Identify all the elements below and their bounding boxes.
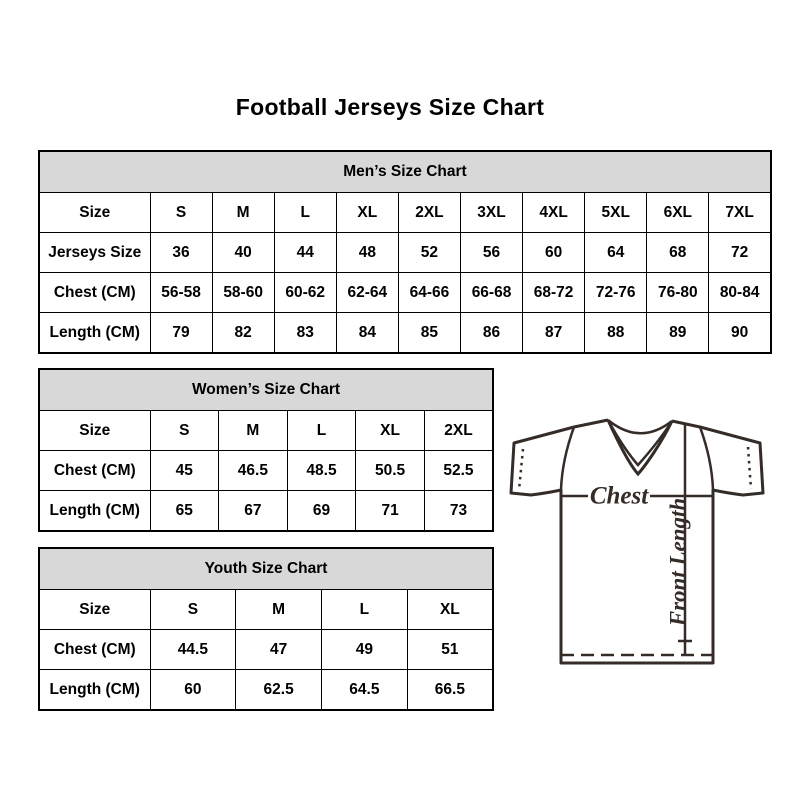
cell: 88 [585, 313, 647, 354]
womens-size-chart-table [38, 368, 494, 532]
cell: 73 [424, 491, 493, 532]
cell: 3XL [460, 193, 522, 233]
cell: XL [356, 411, 425, 451]
cell: 82 [212, 313, 274, 354]
chest-label: Chest [589, 482, 649, 510]
cell: 65 [150, 491, 219, 532]
jersey-outline [511, 420, 763, 663]
cell: XL [336, 193, 398, 233]
cell: 62.5 [236, 670, 322, 711]
cell: 76-80 [647, 273, 709, 313]
page-title: Football Jerseys Size Chart [235, 94, 545, 120]
cell: L [287, 411, 356, 451]
table-header-row [39, 548, 493, 590]
table-row [39, 193, 771, 233]
cell: 51 [407, 630, 493, 670]
table-row [39, 630, 493, 670]
cell: 47 [236, 630, 322, 670]
left-cuff-stitch-line [519, 449, 523, 490]
mens-chart-title: Men’s Size Chart [39, 151, 771, 193]
cell: 58-60 [212, 273, 274, 313]
jersey-measurement-diagram [502, 412, 772, 670]
cell: 67 [219, 491, 288, 532]
cell: M [212, 193, 274, 233]
cell: 5XL [585, 193, 647, 233]
cell: 36 [150, 233, 212, 273]
cell: 87 [523, 313, 585, 354]
cell: 64 [585, 233, 647, 273]
cell: 48 [336, 233, 398, 273]
jersey-diagram-svg [502, 412, 772, 670]
cell: 84 [336, 313, 398, 354]
table-row [39, 233, 771, 273]
table-row [39, 411, 493, 451]
right-sleeve-seam [700, 427, 713, 490]
right-cuff-stitch-line [748, 447, 751, 489]
table-row [39, 670, 493, 711]
cell: 66-68 [460, 273, 522, 313]
row-label: Chest (CM) [39, 451, 150, 491]
row-label: Jerseys Size [39, 233, 150, 273]
cell: 2XL [398, 193, 460, 233]
youth-chart-title: Youth Size Chart [39, 548, 493, 590]
cell: 50.5 [356, 451, 425, 491]
cell: 44 [274, 233, 336, 273]
cell: 56 [460, 233, 522, 273]
left-sleeve-seam [561, 427, 574, 490]
row-label: Length (CM) [39, 491, 150, 532]
cell: M [236, 590, 322, 630]
cell: 60 [523, 233, 585, 273]
table-row [39, 590, 493, 630]
cell: 90 [709, 313, 771, 354]
cell: 60 [150, 670, 236, 711]
cell: 86 [460, 313, 522, 354]
cell: 64-66 [398, 273, 460, 313]
cell: 52.5 [424, 451, 493, 491]
cell: S [150, 193, 212, 233]
cell: M [219, 411, 288, 451]
cell: 6XL [647, 193, 709, 233]
cell: 64.5 [322, 670, 408, 711]
cell: 45 [150, 451, 219, 491]
table-row [39, 273, 771, 313]
cell: 4XL [523, 193, 585, 233]
cell: 72-76 [585, 273, 647, 313]
row-label: Chest (CM) [39, 630, 150, 670]
row-label: Length (CM) [39, 670, 150, 711]
cell: 79 [150, 313, 212, 354]
cell: 62-64 [336, 273, 398, 313]
cell: 89 [647, 313, 709, 354]
front-length-label: Front Length [665, 497, 691, 627]
cell: 66.5 [407, 670, 493, 711]
cell: 69 [287, 491, 356, 532]
cell: S [150, 411, 219, 451]
table-row [39, 451, 493, 491]
cell: 40 [212, 233, 274, 273]
cell: 7XL [709, 193, 771, 233]
cell: XL [407, 590, 493, 630]
cell: 48.5 [287, 451, 356, 491]
cell: 46.5 [219, 451, 288, 491]
table-row [39, 313, 771, 354]
cell: 83 [274, 313, 336, 354]
collar-back-arc [608, 420, 672, 433]
table-row [39, 491, 493, 532]
row-label: Length (CM) [39, 313, 150, 354]
mens-size-chart-table [38, 150, 772, 354]
row-label: Chest (CM) [39, 273, 150, 313]
cell: 71 [356, 491, 425, 532]
row-label: Size [39, 590, 150, 630]
cell: 49 [322, 630, 408, 670]
cell: L [322, 590, 408, 630]
cell: 72 [709, 233, 771, 273]
cell: 85 [398, 313, 460, 354]
youth-size-chart-table [38, 547, 494, 711]
cell: L [274, 193, 336, 233]
cell: 44.5 [150, 630, 236, 670]
table-header-row [39, 369, 493, 411]
cell: 2XL [424, 411, 493, 451]
table-header-row [39, 151, 771, 193]
cell: 56-58 [150, 273, 212, 313]
womens-chart-title: Women’s Size Chart [39, 369, 493, 411]
row-label: Size [39, 193, 150, 233]
cell: 68 [647, 233, 709, 273]
cell: 52 [398, 233, 460, 273]
row-label: Size [39, 411, 150, 451]
cell: 60-62 [274, 273, 336, 313]
cell: 68-72 [523, 273, 585, 313]
cell: S [150, 590, 236, 630]
cell: 80-84 [709, 273, 771, 313]
